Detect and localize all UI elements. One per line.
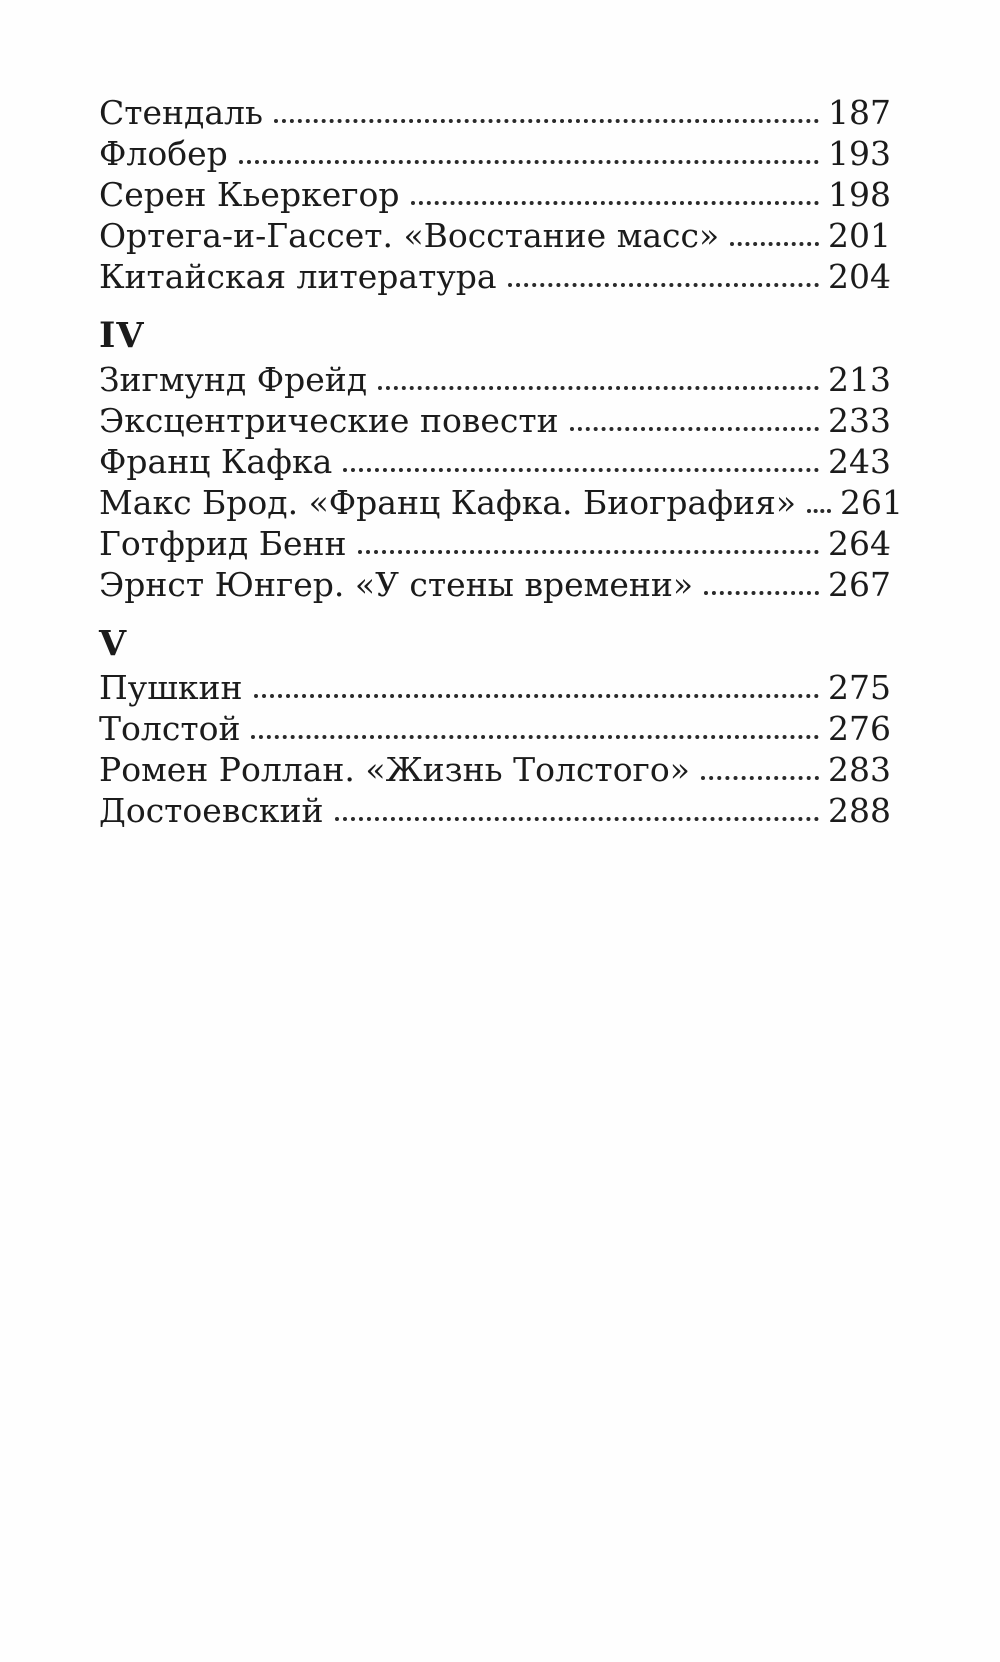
toc-entry-page: 201: [828, 216, 891, 255]
toc-entry-title: Серен Кьеркегор: [99, 175, 400, 214]
toc-entry-page: 283: [828, 750, 891, 789]
toc-entry-title: Толстой: [99, 709, 241, 748]
toc-entry: [99, 441, 891, 482]
toc-entry-page: 261: [840, 483, 904, 522]
toc-entry-title: Ортега-и-Гассет. «Восстание масс»: [99, 216, 720, 255]
toc-entry-page: 193: [828, 134, 891, 173]
toc-entry-page: 233: [828, 401, 891, 440]
toc-entry-title: Эксцентрические повести: [99, 401, 559, 440]
dot-leader: [274, 119, 819, 123]
dot-leader: [730, 242, 819, 246]
toc-entry-page: 213: [828, 360, 891, 399]
toc-entry-title: Китайская литература: [99, 257, 497, 296]
toc-entry: [99, 708, 891, 749]
toc-entry: [99, 523, 891, 564]
toc-entry: [99, 174, 891, 215]
toc-entry-page: 264: [828, 524, 891, 563]
dot-leader: [807, 509, 831, 513]
toc-entry: [99, 92, 891, 133]
dot-leader: [508, 283, 819, 287]
section-header-v: V: [99, 623, 128, 664]
toc-entry-title: Эрнст Юнгер. «У стены времени»: [99, 565, 694, 604]
toc-entry-title: Стендаль: [99, 93, 263, 132]
dot-leader: [570, 427, 819, 431]
toc-entry-title: Готфрид Бенн: [99, 524, 347, 563]
toc-entry-page: 187: [828, 93, 891, 132]
dot-leader: [358, 550, 820, 554]
dot-leader: [254, 694, 820, 698]
toc-content: [99, 92, 904, 831]
toc-entry: [99, 790, 891, 831]
dot-leader: [239, 160, 819, 164]
toc-entry-title: Зигмунд Фрейд: [99, 360, 368, 399]
toc-entry: [99, 749, 891, 790]
toc-entry: [99, 215, 891, 256]
dot-leader: [343, 468, 819, 472]
toc-entry: [99, 133, 891, 174]
dot-leader: [335, 817, 819, 821]
toc-entry-title: Ромен Роллан. «Жизнь Толстого»: [99, 750, 690, 789]
toc-entry-title: Достоевский: [99, 791, 324, 830]
toc-entry-title: Макс Брод. «Франц Кафка. Биография»: [99, 483, 797, 522]
toc-entry-title: Флобер: [99, 134, 228, 173]
dot-leader: [251, 735, 819, 739]
dot-leader: [704, 591, 819, 595]
toc-entry: [99, 359, 891, 400]
toc-entry-page: 276: [828, 709, 891, 748]
toc-entry: [99, 400, 891, 441]
dot-leader: [701, 776, 819, 780]
dot-leader: [411, 201, 819, 205]
toc-entry-page: 198: [828, 175, 891, 214]
toc-entry: [99, 564, 891, 605]
toc-entry-title: Франц Кафка: [99, 442, 333, 481]
toc-entry-page: 275: [828, 668, 891, 707]
toc-entry: [99, 667, 891, 708]
toc-entry-title: Пушкин: [99, 668, 243, 707]
section-header-iv: IV: [99, 315, 145, 356]
toc-entry-page: 243: [828, 442, 891, 481]
toc-entry: [99, 256, 891, 297]
toc-entry-page: 204: [828, 257, 891, 296]
toc-entry: [99, 482, 904, 523]
dot-leader: [378, 386, 819, 390]
toc-entry-page: 288: [828, 791, 891, 830]
toc-entry-page: 267: [828, 565, 891, 604]
